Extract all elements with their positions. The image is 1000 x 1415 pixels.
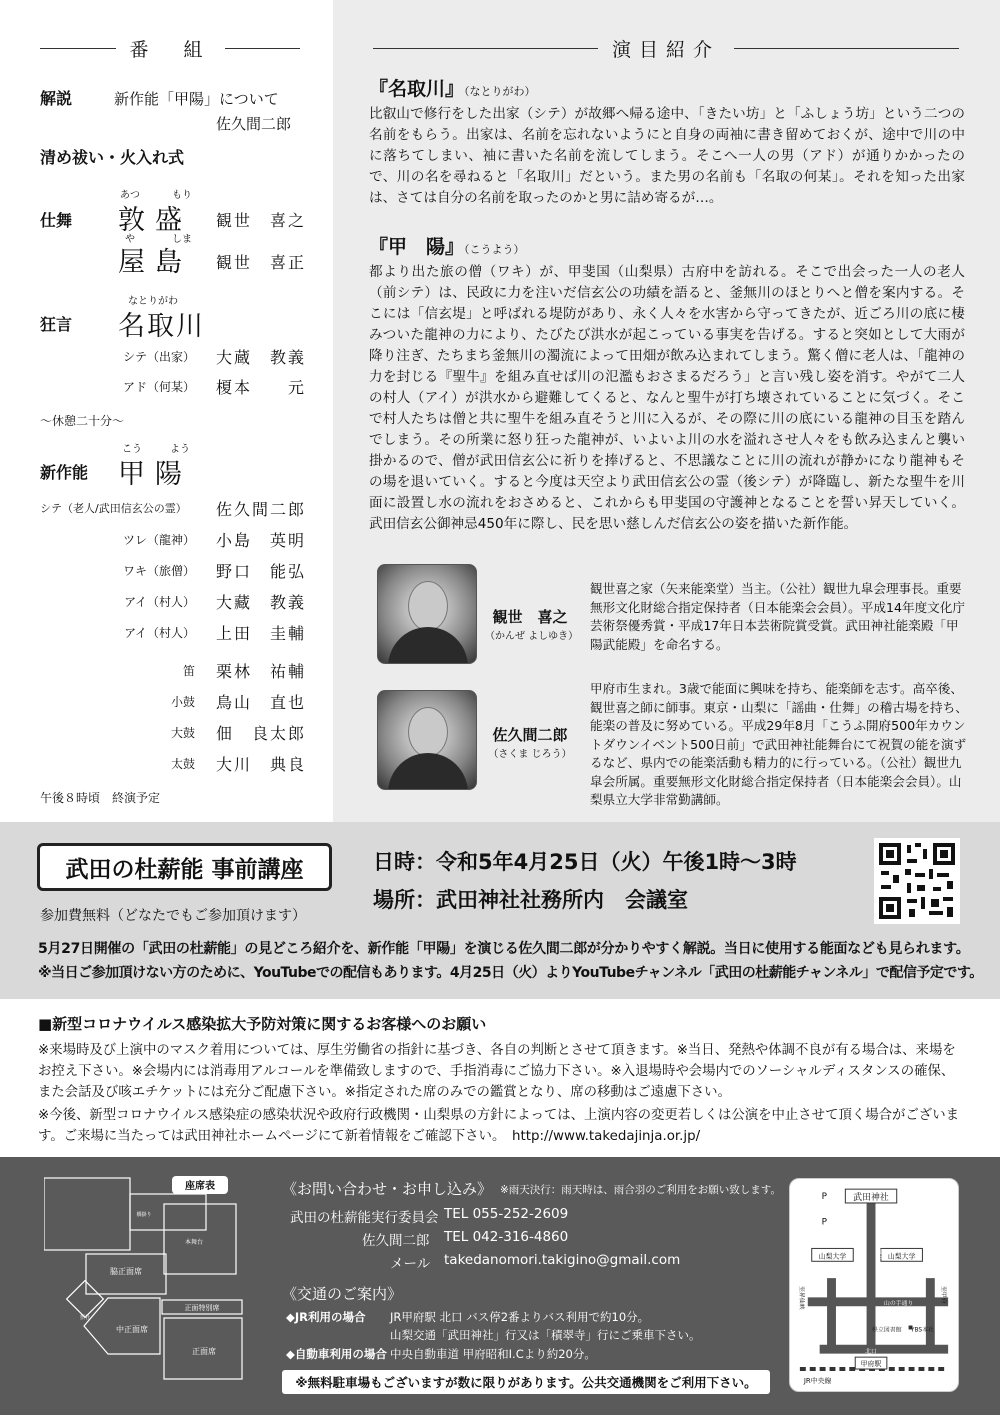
map-station: 甲府駅: [860, 1360, 882, 1369]
koyo-reading: （こうよう）: [464, 243, 525, 256]
covid-p2: ※今後、新型コロナウイルス感染症の感染状況や政府行政機関・山梨県の方針によっては、上演内容の変更若しくは公演を中止させて頂く場合がございます。ご来場に当たっては武田神社ホームページにて新着情報をご確認下さい。 http://www.takedajinja.or.jp/: [38, 1108, 959, 1144]
jr-line2: 山梨交通「武田神社」行又は「積翠寺」行にご乗車下さい。: [390, 1328, 701, 1342]
car-text: 中央自動車道 甲府昭和I.Cより約20分。: [390, 1347, 596, 1361]
kyogen-title: 名取川: [118, 311, 205, 342]
cast-name: 佐久間二郎: [216, 500, 307, 519]
hayashi-name: 大川 典良: [216, 755, 307, 774]
mail-label: メール: [390, 1256, 431, 1272]
cast-role: アイ（村人）: [124, 595, 195, 609]
contact-title: 《お問い合わせ・お申し込み》: [282, 1180, 493, 1198]
cast-role: シテ（老人/武田信玄公の霊）: [40, 502, 187, 515]
seatmap-title: 座席表: [185, 1181, 215, 1192]
hayashi-role: 笛: [182, 664, 195, 678]
natori-title: 『名取川』: [369, 78, 465, 100]
seatmap-naka: 中正面席: [116, 1325, 148, 1334]
bio1-text: 観世喜之家（矢来能楽堂）当主。（公社）観世九皐会理事長。重要無形文化財総合指定保持者（日本能楽会会員）。平成14年度文化庁芸術祭優秀賞・平成17年日本芸術院賞受賞。武田神社能楽殿「甲陽武能殿」を命名する。: [590, 581, 965, 652]
map-p1: P: [821, 1192, 827, 1203]
hayashi-name: 鳥山 直也: [216, 693, 307, 712]
lecture-desc2: ※当日ご参加頂けない方のために、YouTubeでの配信もあります。4月25日（火）よりYouTubeチャンネル「武田の杜薪能チャンネル」で配信予定です。: [38, 965, 983, 981]
jr-line1: JR甲府駅 北口 バス停2番よりバス利用で約10分。: [390, 1310, 650, 1324]
tel1[interactable]: TEL 055-252-2609: [444, 1206, 569, 1222]
ruby: あつ: [120, 190, 140, 201]
access-map: [789, 1178, 959, 1392]
natori-text: 比叡山で修行をした出家（シテ）が故郷へ帰る途中、「きたい坊」と「ふしょう坊」という二つの名前をもらう。出家は、名前を忘れないようにと自身の両袖に書き留めておくが、途中で川の中に落ちてしまい、袖に書いた名前を流してしまう。そこへ一人の男（アド）が通りかかったので、川の名を尋ねると「名取川」だという。また男の名前も「名取の何某」。それを知った出家は、さては自分の名前を取ったのかと男に詰め寄るが…。: [369, 106, 965, 206]
program-column: [0, 0, 333, 822]
map-road3: 至昇仙峡: [797, 1285, 804, 1310]
intro-column: [333, 0, 1000, 822]
qr-code[interactable]: [874, 838, 960, 924]
lecture-place: 場所：武田神社社務所内 会議室: [373, 888, 688, 912]
kyogen-label: 狂言: [40, 315, 73, 334]
map-road2: 山の手通り: [883, 1300, 914, 1307]
map-north: 北口: [865, 1349, 877, 1356]
seatmap-bridge: 橋掛り: [136, 1212, 152, 1218]
seatmap-shomen: 正面席: [192, 1347, 216, 1356]
koyo-heading: [369, 232, 525, 259]
parking-notice: ※無料駐車場もございますが数に限りがあります。公共交通機関をご利用下さい。: [282, 1370, 770, 1394]
cast-role: シテ（出家）: [122, 350, 195, 364]
tel2[interactable]: TEL 042-316-4860: [444, 1229, 569, 1245]
access-title: 《交通のご案内》: [282, 1285, 403, 1303]
kiyome-label: 清め祓い・火入れ式: [40, 148, 185, 167]
map-pref: 県立図書館: [872, 1327, 902, 1334]
bio2-name: 佐久間二郎 （さくま じろう）: [488, 726, 572, 760]
hayashi-role: 太鼓: [170, 757, 195, 771]
end-time: 午後８時頃 終演予定: [40, 791, 161, 805]
shinsaku-title: 甲陽: [118, 459, 192, 490]
lecture-date: 日時：令和5年4月25日（火）午後1時〜3時: [373, 850, 797, 874]
qr-code-graphic: [877, 841, 957, 921]
map-univ2: 山梨大学: [887, 1252, 916, 1261]
ruby: もり: [172, 190, 192, 201]
cast-name: 小島 英明: [216, 531, 307, 550]
seatmap-waki: 脇正面席: [110, 1267, 142, 1276]
hayashi-name: 栗林 祐輔: [216, 662, 307, 681]
map-shrine: 武田神社: [853, 1193, 889, 1204]
map-road1: 武田通り: [876, 1236, 883, 1261]
cast-name: 大藏 教義: [216, 593, 307, 612]
natori-reading: （なとりがわ）: [464, 85, 536, 98]
covid-p1: ※来場時及び上演中のマスク着用については、厚生労働省の指針に基づき、各自の判断とさせて頂きます。※当日、発熱や体調不良が有る場合は、来場をお控え下さい。※会場内には消毒用アルコールを準備致しますので、手指消毒にご協力下さい。※入退場時や会場内でのソーシャルディスタンスの確保、また会話及び咳エチケットには充分ご配慮下さい。※指定された席のみでの鑑賞となり、席の移動はご遠慮下さい。: [38, 1043, 956, 1100]
kaisetsu-title: 新作能「甲陽」について: [114, 90, 279, 108]
car-label: ◆自動車利用の場合: [286, 1347, 387, 1361]
cast-role: アド（何某）: [122, 380, 195, 394]
org2: 佐久間二郎: [362, 1233, 430, 1249]
shimai2-title: 屋島: [118, 247, 192, 278]
seatmap-shrine: 摂社: [79, 1315, 91, 1321]
lecture-free: 参加費無料（どなたでもご参加頂けます）: [40, 908, 306, 924]
intro-heading: 演目紹介: [373, 36, 959, 60]
cast-name: 上田 圭輔: [216, 624, 307, 643]
program-heading: 番 組: [40, 36, 300, 60]
hayashi-role: 小鼓: [170, 695, 195, 709]
mail-address[interactable]: takedanomori.takigino@gmail.com: [444, 1252, 681, 1268]
koyo-text: 都より出た旅の僧（ワキ）が、甲斐国（山梨県）古府中を訪れる。そこで出会った一人の老人（前シテ）は、民政に力を注いだ信玄公の功績を語ると、釜無川のほとりへと僧を案内する。そこには「信玄堤」と呼ばれる堤防があり、永く人々を水害から守ってきたが、近ごろ川の底に棲みついた龍神の力により、たびたび洪水が起こっている事実を告げる。すると突如として大雨が降り注ぎ、たちまち釜無川の濁流によって田畑が飲み込まれてしまう。驚く僧に老人は、「龍神の力を封じる『聖牛』を組み直せば川の氾濫もおさまるだろう」と言い残し姿を消す。やがて二人の村人（アイ）が洪水から避難してくると、なんと聖牛が打ち壊されていることに気づく。そこで村人たちは僧と共に聖牛を組み直そうと川に入るが、その際に川の底にいる龍神の目玉を踏んでしまう。その所業に怒り狂った龍神が、いよいよ川の水を溢れさせ人々をも飲み込まんと襲い掛かるので、僧が武田信玄公に祈りを捧げると、不思議なことに川の流れが静かになり龍神もその場を退いていく。すると今度は天空より武田信玄公の霊（後シテ）が降臨し、新たな聖牛を川面に設置し水の流れをおさめると、これからも甲斐国の守護神となることを誓い昇天していく。武田信玄公御神忌450年に際し、民を思い慈しんだ信玄公の姿を描いた新作能。: [369, 264, 965, 532]
shinsaku-label: 新作能: [40, 463, 89, 482]
cast-name: 大蔵 教義: [216, 348, 307, 367]
sakuma-photo: [377, 690, 477, 790]
natori-heading: [369, 74, 536, 101]
cast-name: 野口 能弘: [216, 562, 307, 581]
ruby: や: [125, 234, 135, 245]
koyo-title: 『甲 陽』: [369, 236, 465, 258]
hayashi-role: 大鼓: [170, 726, 195, 740]
cast-role: アイ（村人）: [124, 626, 195, 640]
shimai1-title: 敦盛: [118, 205, 192, 236]
bio2-text: 甲府市生まれ。3歳で能面に興味を持ち、能楽師を志す。高卒後、観世喜之師に師事。東京・山梨に「謡曲・仕舞」の稽古場を持ち、能楽の普及に努めている。平成29年8月「こうふ開府500年カウントダウンイベント500日前」で武田神社能舞台にて祝賀の能を演ずるなど、県内での能楽活動も精力的に行っている。（公社）観世九皐会所属。重要無形文化財総合指定保持者（日本能楽会会員）。山梨県立大学非常勤講師。: [590, 681, 968, 807]
ruby: よう: [170, 444, 190, 455]
rain-note: ※雨天決行：雨天時は、雨合羽のご利用をお願い致します。: [500, 1184, 781, 1196]
ruby: なとりがわ: [128, 296, 178, 307]
shimai2-person: 観世 喜正: [216, 253, 307, 272]
map-p2: P: [821, 1217, 827, 1228]
covid-title: ■新型コロナウイルス感染拡大予防対策に関するお客様へのお願い: [38, 1015, 487, 1033]
lecture-title: 武田の杜薪能 事前講座: [37, 843, 332, 891]
cast-role: ワキ（旅僧）: [122, 564, 195, 578]
seatmap-stage: 本舞台: [184, 1239, 204, 1246]
map-line: JR中央線: [803, 1376, 832, 1385]
hayashi-name: 佃 良太郎: [216, 724, 307, 743]
cast-role: ツレ（龍神）: [122, 533, 195, 547]
bio1-name: 観世 喜之 （かんぜ よしゆき）: [485, 608, 579, 642]
jr-label: ◆JR利用の場合: [286, 1310, 366, 1324]
shimai1-person: 観世 喜之: [216, 211, 307, 230]
kaisetsu-label: 解説: [40, 89, 73, 108]
seat-map: [44, 1174, 250, 1387]
org1: 武田の杜薪能実行委員会: [290, 1210, 439, 1226]
kaisetsu-person: 佐久間二郎: [216, 115, 292, 133]
ruby: しま: [172, 234, 192, 245]
seatmap-special: 正面特別席: [184, 1304, 220, 1312]
lecture-desc1: 5月27日開催の「武田の杜薪能」の見どころ紹介を、新作能「甲陽」を演じる佐久間二郎が分かりやすく解説。当日に使用する能面なども見られます。: [38, 941, 970, 957]
cast-name: 榎本 元: [216, 378, 307, 397]
map-univ1: 山梨大学: [818, 1252, 847, 1261]
kanze-photo: [377, 564, 477, 664]
ruby: こう: [122, 444, 142, 455]
map-road4: 至甲府: [940, 1285, 947, 1304]
break-note: 〜休憩二十分〜: [40, 414, 125, 428]
map-ybs: YBS本社: [910, 1327, 934, 1334]
shimai-label: 仕舞: [40, 211, 73, 230]
